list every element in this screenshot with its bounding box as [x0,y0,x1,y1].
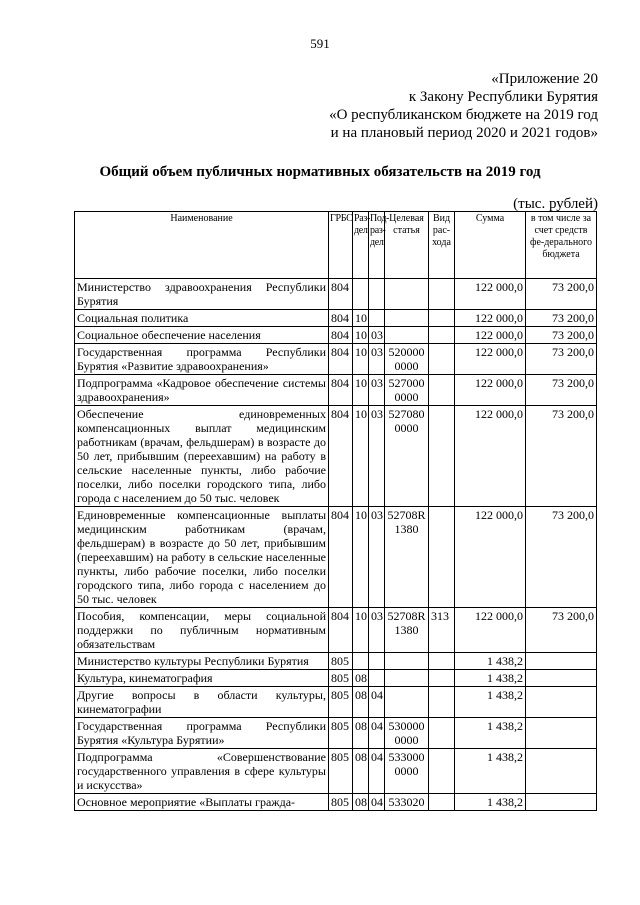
table-row [75,670,597,687]
cell-grbs: 805 [329,687,353,718]
cell-article: 5330000000 [385,749,429,794]
cell-name: Культура, кинематография [75,670,329,687]
appendix-line: «О республиканском бюджете на 2019 год [329,107,598,123]
cell-section: 08 [353,670,369,687]
cell-federal [526,794,597,811]
cell-section: 08 [353,718,369,749]
cell-federal: 73 200,0 [526,608,597,653]
cell-amount: 1 438,2 [455,749,526,794]
cell-article [385,279,429,310]
cell-section: 10 [353,310,369,327]
appendix-note [329,70,598,142]
document-title: Общий объем публичных нормативных обязательств на 2019 год [99,164,541,180]
cell-section: 10 [353,327,369,344]
cell-federal: 73 200,0 [526,310,597,327]
cell-article: 5300000000 [385,718,429,749]
cell-amount: 122 000,0 [455,279,526,310]
cell-subsection [369,310,385,327]
cell-name: Основное мероприятие «Выплаты гражда- [75,794,329,811]
cell-expense-type [429,653,455,670]
cell-amount: 1 438,2 [455,794,526,811]
cell-amount: 122 000,0 [455,406,526,507]
cell-grbs: 805 [329,670,353,687]
cell-federal [526,749,597,794]
cell-article [385,653,429,670]
cell-federal: 73 200,0 [526,279,597,310]
table-row [75,794,597,811]
table-header-row [75,212,597,279]
cell-amount: 1 438,2 [455,687,526,718]
header-subsection: Под-раз-дел [369,212,385,279]
cell-name: Пособия, компенсации, меры социальной поддержки по публичным нормативным обязательствам [75,608,329,653]
cell-article: 5270800000 [385,406,429,507]
cell-amount: 122 000,0 [455,310,526,327]
cell-article [385,327,429,344]
cell-grbs: 804 [329,310,353,327]
cell-grbs: 804 [329,344,353,375]
cell-section [353,653,369,670]
cell-amount: 122 000,0 [455,507,526,608]
cell-name: Подпрограмма «Совершенствование государственного управления в сфере культуры и искусства» [75,749,329,794]
cell-grbs: 804 [329,406,353,507]
cell-amount: 122 000,0 [455,608,526,653]
cell-article: 5270000000 [385,375,429,406]
table-row [75,718,597,749]
cell-expense-type [429,344,455,375]
cell-grbs: 804 [329,608,353,653]
cell-article: 52708R1380 [385,608,429,653]
cell-amount: 122 000,0 [455,375,526,406]
appendix-line: к Закону Республики Бурятия [408,89,598,105]
cell-section: 08 [353,749,369,794]
cell-federal: 73 200,0 [526,375,597,406]
cell-article [385,310,429,327]
cell-expense-type [429,670,455,687]
cell-expense-type [429,507,455,608]
cell-subsection: 04 [369,794,385,811]
cell-federal [526,653,597,670]
cell-section: 08 [353,794,369,811]
cell-name: Министерство культуры Республики Бурятия [75,653,329,670]
cell-federal: 73 200,0 [526,327,597,344]
table-row [75,507,597,608]
appendix-line: «Приложение 20 [491,71,598,87]
cell-subsection: 03 [369,608,385,653]
table-body [75,279,597,811]
cell-federal: 73 200,0 [526,507,597,608]
cell-name: Государственная программа Республики Бурятия «Развитие здравоохранения» [75,344,329,375]
table-row [75,608,597,653]
cell-name: Социальная политика [75,310,329,327]
cell-amount: 1 438,2 [455,670,526,687]
cell-grbs: 805 [329,749,353,794]
cell-name: Государственная программа Республики Бурятия «Культура Бурятии» [75,718,329,749]
cell-expense-type [429,794,455,811]
cell-section: 08 [353,687,369,718]
cell-section: 10 [353,406,369,507]
cell-federal [526,670,597,687]
table-row [75,310,597,327]
header-federal: в том числе за счет средств фе-дерального бюджета [526,212,597,279]
cell-subsection: 03 [369,406,385,507]
cell-federal [526,718,597,749]
cell-grbs: 804 [329,279,353,310]
header-amount: Сумма [455,212,526,279]
cell-expense-type [429,375,455,406]
obligations-table [74,211,597,811]
table-row [75,375,597,406]
cell-article: 5200000000 [385,344,429,375]
cell-expense-type: 313 [429,608,455,653]
cell-section: 10 [353,375,369,406]
cell-article: 533020 [385,794,429,811]
cell-expense-type [429,406,455,507]
cell-expense-type [429,749,455,794]
cell-subsection: 03 [369,375,385,406]
cell-name: Министерство здравоохранения Республики Бурятия [75,279,329,310]
cell-section: 10 [353,608,369,653]
cell-expense-type [429,310,455,327]
header-grbs: ГРБС [329,212,353,279]
header-name: Наименование [75,212,329,279]
cell-name: Обеспечение единовременных компенсационных выплат медицинским работникам (врачам, фельдшерам) в возрасте до 50 лет, прибывшим (переехавшим) на работу в сельские населенные пункты, либо рабочие поселки, либо поселки городского типа, либо города с населением до 50 тыс. человек [75,406,329,507]
cell-subsection: 04 [369,718,385,749]
cell-subsection: 04 [369,749,385,794]
cell-name: Другие вопросы в области культуры, кинематографии [75,687,329,718]
cell-amount: 1 438,2 [455,718,526,749]
cell-grbs: 805 [329,718,353,749]
cell-subsection [369,670,385,687]
cell-section: 10 [353,344,369,375]
cell-federal: 73 200,0 [526,406,597,507]
header-section: Раз-дел [353,212,369,279]
cell-name: Социальное обеспечение населения [75,327,329,344]
cell-subsection: 03 [369,344,385,375]
cell-section [353,279,369,310]
table-row [75,279,597,310]
cell-grbs: 804 [329,507,353,608]
cell-name: Подпрограмма «Кадровое обеспечение системы здравоохранения» [75,375,329,406]
cell-grbs: 805 [329,794,353,811]
cell-amount: 122 000,0 [455,327,526,344]
cell-subsection: 03 [369,507,385,608]
cell-grbs: 805 [329,653,353,670]
table-row [75,327,597,344]
cell-expense-type [429,687,455,718]
cell-subsection [369,279,385,310]
cell-article [385,670,429,687]
cell-amount: 122 000,0 [455,344,526,375]
cell-name: Единовременные компенсационные выплаты медицинским работникам (врачам, фельдшерам) в возрасте до 50 лет, прибывшим (переехавшим) на работу в сельские населенные пункты, либо рабочие поселки, либо поселки городского типа, либо города с населением до 50 тыс. человек [75,507,329,608]
cell-federal [526,687,597,718]
cell-expense-type [429,327,455,344]
cell-expense-type [429,718,455,749]
cell-grbs: 804 [329,375,353,406]
cell-section: 10 [353,507,369,608]
table-row [75,687,597,718]
appendix-line: и на плановый период 2020 и 2021 годов» [330,125,598,141]
cell-subsection: 03 [369,327,385,344]
cell-federal: 73 200,0 [526,344,597,375]
table-row [75,749,597,794]
cell-amount: 1 438,2 [455,653,526,670]
cell-subsection: 04 [369,687,385,718]
cell-subsection [369,653,385,670]
cell-grbs: 804 [329,327,353,344]
header-expense-type: Вид рас-хода [429,212,455,279]
units-label: (тыс. рублей) [513,196,598,212]
cell-article: 52708R1380 [385,507,429,608]
header-article: Целевая статья [385,212,429,279]
table-row [75,344,597,375]
table-row [75,653,597,670]
table-row [75,406,597,507]
cell-article [385,687,429,718]
page-number: 591 [310,36,330,51]
cell-expense-type [429,279,455,310]
